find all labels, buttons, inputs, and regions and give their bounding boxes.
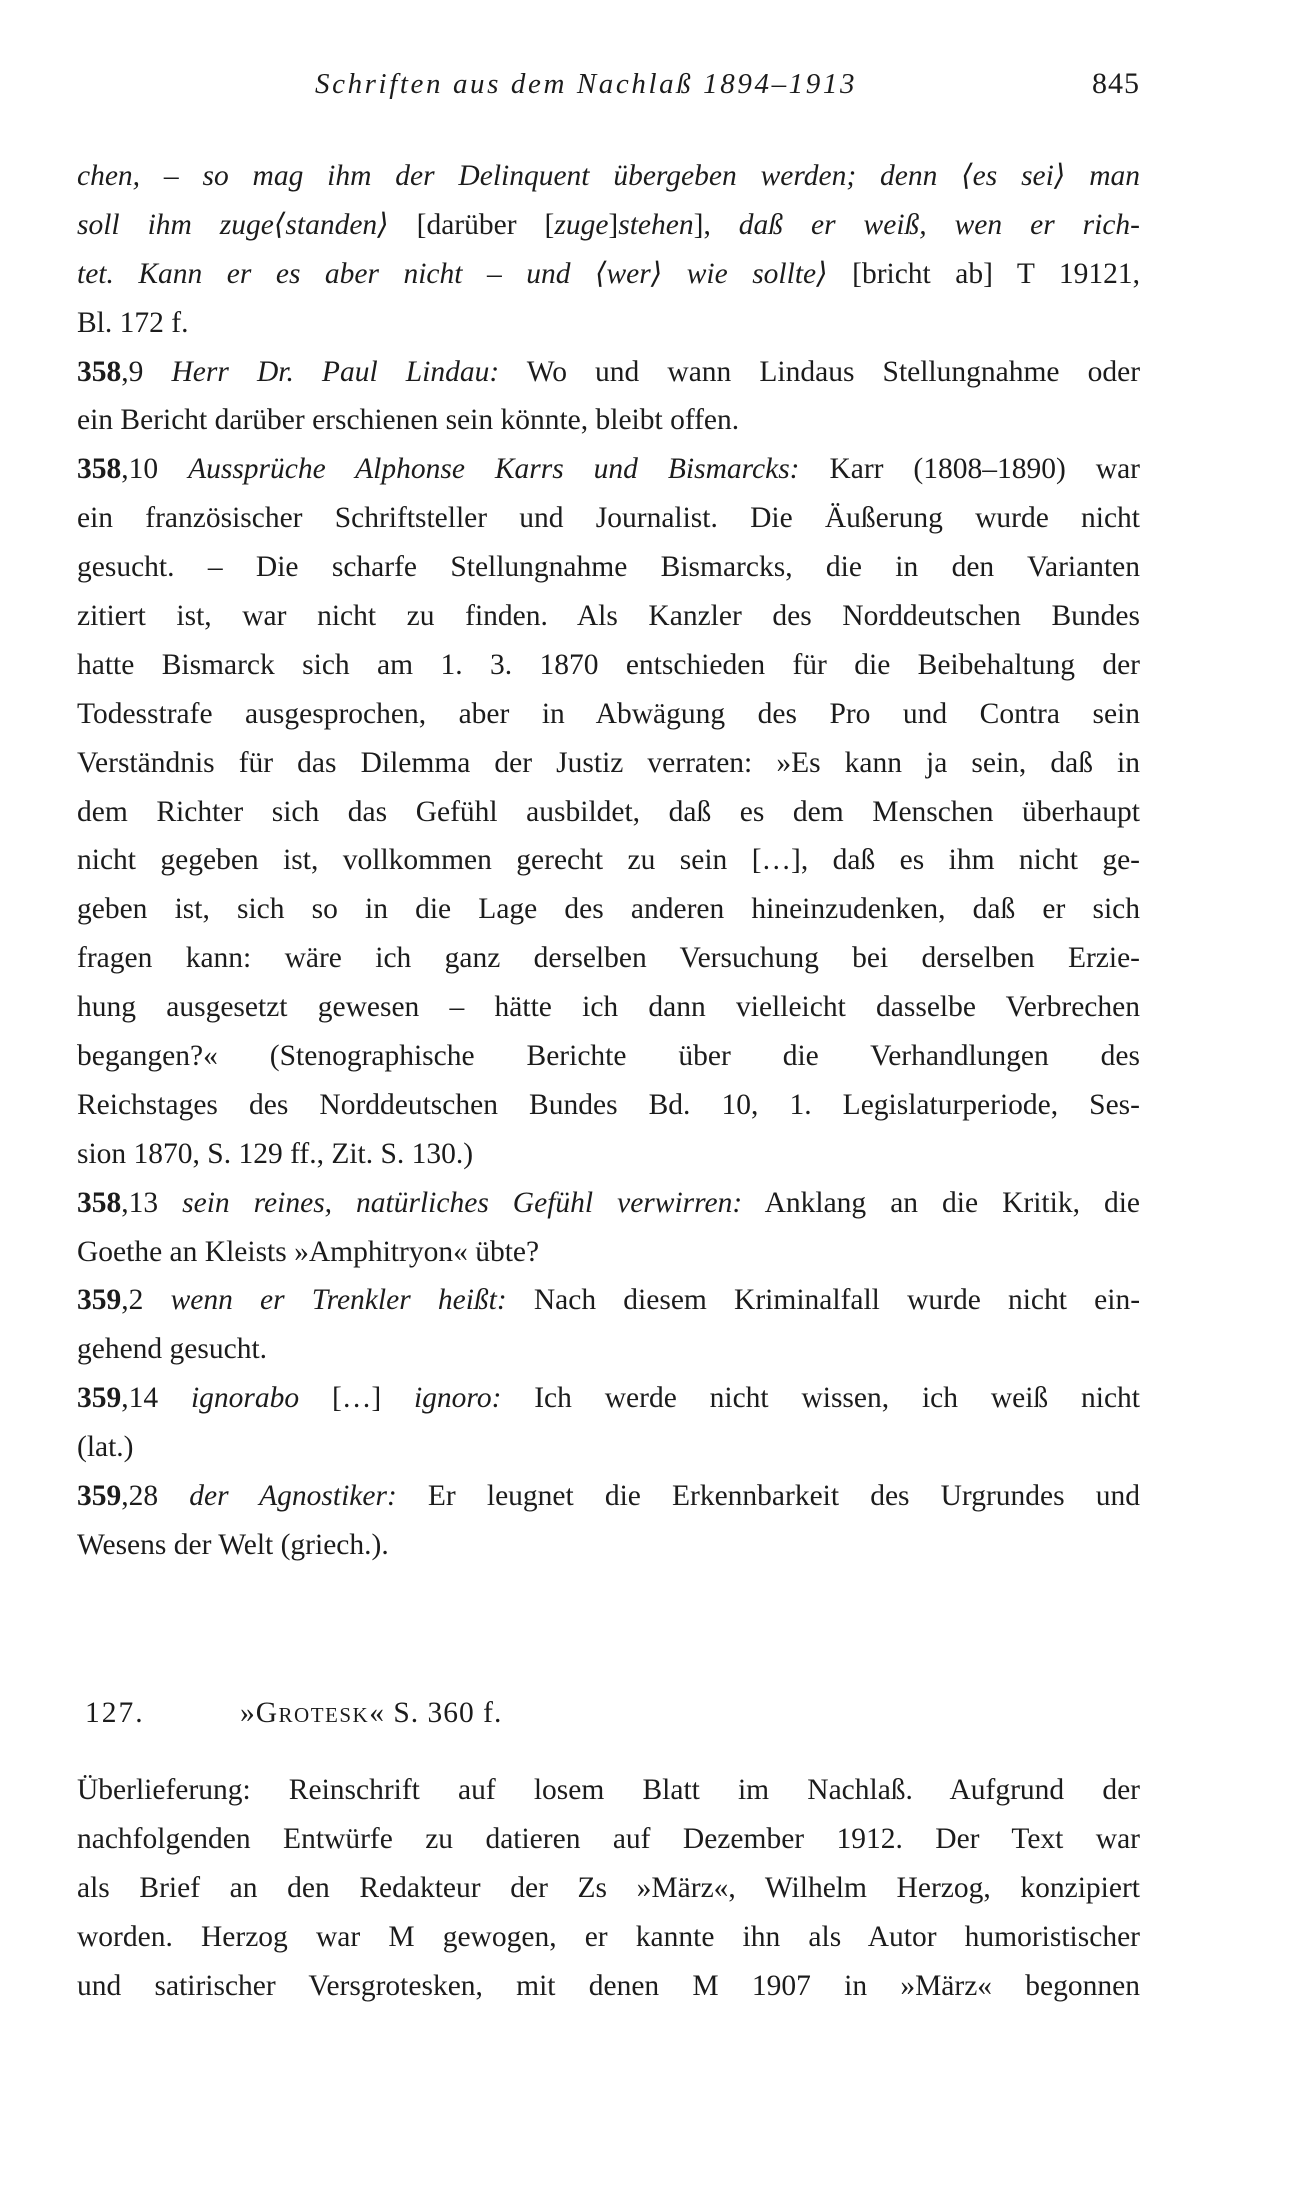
commentary-text: [darüber [	[416, 208, 555, 241]
commentary-text: Er leugnet die Erkennbarkeit des Urgrundes und	[396, 1480, 1140, 1513]
note-line	[77, 1423, 1140, 1472]
note-line	[77, 201, 1140, 250]
commentary-text: hung ausgesetzt gewesen – hätte ich dann vielleicht dasselbe Verbrechen	[77, 991, 1140, 1024]
quoted-variant-text: zuge	[554, 208, 609, 241]
line-reference-line: ,13	[121, 1186, 183, 1219]
commentary-text: Verständnis für das Dilemma der Justiz verraten: »Es kann ja sein, daß in	[77, 746, 1140, 779]
line-reference-number: 358	[77, 355, 122, 388]
commentary-text: ],	[693, 208, 739, 241]
note-line	[77, 250, 1140, 299]
commentary-text: gehend gesucht.	[77, 1333, 268, 1366]
title-open-quote: »	[240, 1697, 256, 1729]
commentary-text: Nach diesem Kriminalfall wurde nicht ein-	[506, 1284, 1140, 1317]
title-close-quote: «	[369, 1697, 385, 1729]
commentary-text: fragen kann: wäre ich ganz derselben Versuchung bei derselben Erzie-	[77, 942, 1140, 975]
note-line	[77, 348, 1140, 397]
line-reference-line: ,28	[121, 1480, 190, 1513]
commentary-text: Ich werde nicht wissen, ich weiß nicht	[501, 1382, 1140, 1415]
commentary-text: nicht gegeben ist, vollkommen gerecht zu sein […], daß es ihm nicht ge-	[77, 844, 1140, 877]
quoted-variant-text: tet. Kann er es aber nicht – und ⟨wer⟩ wie sollte⟩	[77, 257, 853, 290]
page-number: 845	[1092, 67, 1140, 100]
commentary-text: begangen?« (Stenographische Berichte über die Verhandlungen des	[77, 1040, 1140, 1073]
note-line	[77, 788, 1140, 837]
commentary-text: Wo und wann Lindaus Stellungnahme oder	[499, 355, 1140, 388]
quoted-variant-text: stehen	[618, 208, 694, 241]
note-line	[77, 1276, 1140, 1325]
quoted-variant-text: daß er weiß, wen er rich-	[738, 208, 1140, 241]
lemma: Aussprüche Alphonse Karrs und Bismarcks:	[188, 453, 800, 486]
section-number: 127.	[85, 1697, 145, 1729]
note-line	[77, 739, 1140, 788]
note-line	[77, 592, 1140, 641]
note-line	[77, 299, 1140, 348]
commentary-text: Todesstrafe ausgesprochen, aber in Abwägung des Pro und Contra sein	[77, 697, 1140, 730]
note-line	[77, 1179, 1140, 1228]
note-line	[77, 885, 1140, 934]
note-line	[77, 983, 1140, 1032]
commentary-text: ein französischer Schriftsteller und Journalist. Die Äußerung wurde nicht	[77, 502, 1140, 535]
line-reference-line: ,14	[121, 1382, 191, 1415]
commentary-text: Anklang an die Kritik, die	[742, 1186, 1140, 1219]
note-line	[77, 1228, 1140, 1277]
paragraph-line: Überlieferung: Reinschrift auf losem Blatt im Nachlaß. Aufgrund der	[77, 1774, 1140, 1806]
commentary-text: ein Bericht darüber erschienen sein könnte, bleibt offen.	[77, 404, 740, 437]
note-line	[77, 543, 1140, 592]
line-reference-number: 359	[77, 1382, 122, 1415]
commentary-text: Bl. 172 f.	[77, 306, 189, 339]
running-head: Schriften aus dem Nachlaß 1894–1913	[315, 68, 858, 100]
note-line	[77, 1374, 1140, 1423]
note-line	[77, 690, 1140, 739]
note-line	[77, 836, 1140, 885]
note-line	[77, 445, 1140, 494]
quoted-variant-text: chen, – so mag ihm der Delinquent übergeben werden; denn ⟨es sei⟩ man	[77, 160, 1140, 192]
note-line	[77, 1472, 1140, 1521]
commentary-text: (lat.)	[77, 1431, 134, 1464]
note-line	[77, 1325, 1140, 1374]
commentary-text: gesucht. – Die scharfe Stellungnahme Bismarcks, die in den Varianten	[77, 551, 1140, 584]
section-title-text: Grotesk	[255, 1697, 370, 1729]
note-line	[77, 1032, 1140, 1081]
commentary-text: Goethe an Kleists »Amphitryon« übte?	[77, 1235, 540, 1268]
lemma: Herr Dr. Paul Lindau:	[171, 355, 500, 388]
line-reference-number: 359	[77, 1480, 122, 1513]
lemma: wenn er Trenkler heißt:	[170, 1284, 507, 1317]
lemma: der Agnostiker:	[189, 1480, 397, 1513]
lemma: sein reines, natürliches Gefühl verwirren:	[182, 1186, 743, 1219]
commentary-text: dem Richter sich das Gefühl ausbildet, daß es dem Menschen überhaupt	[77, 795, 1140, 828]
line-reference-number: 358	[77, 453, 122, 486]
commentary-text: sion 1870, S. 129 ff., Zit. S. 130.)	[77, 1137, 474, 1170]
commentary-text: […]	[299, 1382, 414, 1415]
paragraph-line: als Brief an den Redakteur der Zs »März«, Wilhelm Herzog, konzipiert	[77, 1871, 1140, 1904]
note-line	[77, 934, 1140, 983]
line-reference-number: 358	[77, 1186, 122, 1219]
note-line	[77, 152, 1140, 201]
paragraph-line: worden. Herzog war M gewogen, er kannte ihn als Autor humoristischer	[77, 1920, 1140, 1953]
commentary-text: ]	[608, 208, 619, 241]
transmission-paragraph	[77, 1766, 1140, 2010]
line-reference-number: 359	[77, 1284, 122, 1317]
note-line	[77, 1130, 1140, 1179]
note-line	[77, 1081, 1140, 1130]
line-reference-line: ,9	[121, 355, 172, 388]
paragraph-line: nachfolgenden Entwürfe zu datieren auf Dezember 1912. Der Text war	[77, 1822, 1140, 1855]
lemma: ignoro:	[413, 1382, 502, 1415]
commentary-text: Reichstages des Norddeutschen Bundes Bd. 10, 1. Legislaturperiode, Ses-	[77, 1088, 1140, 1121]
commentary-text: geben ist, sich so in die Lage des anderen hineinzudenken, daß er sich	[77, 893, 1140, 926]
commentary-text: Karr (1808–1890) war	[799, 453, 1140, 486]
note-line	[77, 396, 1140, 445]
line-reference-line: ,2	[121, 1284, 171, 1317]
section-page-reference: S. 360 f.	[384, 1697, 503, 1729]
commentary-text: Wesens der Welt (griech.).	[77, 1528, 389, 1561]
section-title	[240, 1693, 502, 1733]
commentary-notes	[77, 152, 1140, 1570]
lemma: ignorabo	[190, 1382, 300, 1415]
paragraph-line: und satirischer Versgrotesken, mit denen M 1907 in »März« begonnen	[77, 1969, 1140, 2002]
note-line	[77, 641, 1140, 690]
quoted-variant-text: soll ihm zuge⟨standen⟩	[77, 208, 417, 241]
note-line	[77, 494, 1140, 543]
line-reference-line: ,10	[121, 453, 189, 486]
commentary-text: [bricht ab] T 19121,	[852, 257, 1140, 290]
commentary-text: hatte Bismarck sich am 1. 3. 1870 entschieden für die Beibehaltung der	[77, 648, 1140, 681]
note-line	[77, 1521, 1140, 1570]
commentary-text: zitiert ist, war nicht zu finden. Als Kanzler des Norddeutschen Bundes	[77, 600, 1140, 633]
